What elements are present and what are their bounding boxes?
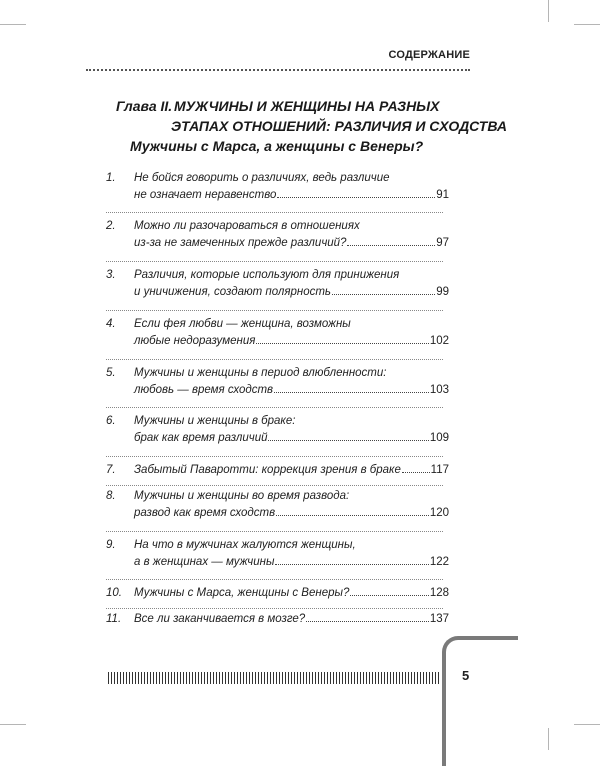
toc-separator bbox=[106, 531, 443, 532]
dot-leader bbox=[256, 343, 428, 344]
toc-entry-text: Мужчины с Марса, женщины с Венеры? bbox=[134, 587, 350, 599]
chapter-title-line1: МУЖЧИНЫ И ЖЕНЩИНЫ НА РАЗНЫХ bbox=[174, 98, 440, 114]
toc-entry-page: 102 bbox=[429, 335, 449, 347]
toc-entry-line2 bbox=[134, 237, 449, 254]
toc-separator bbox=[106, 608, 443, 609]
toc-entry-number: 9. bbox=[106, 539, 116, 551]
toc-entry-line2 bbox=[134, 556, 449, 573]
crop-mark bbox=[574, 24, 600, 25]
toc-entry-line1 bbox=[134, 539, 449, 556]
toc-entry-number: 2. bbox=[106, 220, 116, 232]
toc-entry-page: 91 bbox=[436, 189, 449, 201]
dot-leader bbox=[332, 294, 435, 295]
dot-leader bbox=[275, 564, 428, 565]
toc-entry-page: 120 bbox=[429, 507, 449, 519]
crop-mark bbox=[0, 724, 26, 725]
toc-separator bbox=[106, 485, 443, 486]
toc-entry-line2 bbox=[134, 189, 449, 206]
toc-entry-number: 5. bbox=[106, 367, 116, 379]
toc-separator bbox=[106, 456, 443, 457]
toc-entry-line1 bbox=[134, 415, 449, 432]
toc-entry-page: 137 bbox=[429, 613, 449, 625]
toc-entry-text: Не бойся говорить о различиях, ведь различие bbox=[134, 172, 390, 184]
toc-entry-number: 7. bbox=[106, 464, 116, 476]
crop-mark bbox=[0, 24, 26, 25]
toc-entry-text: любые недоразумения bbox=[134, 335, 256, 347]
page-number-frame bbox=[442, 636, 518, 766]
toc-entry-line1 bbox=[134, 490, 449, 507]
toc-entry-line2 bbox=[134, 432, 449, 449]
toc-entry-number: 3. bbox=[106, 269, 116, 281]
toc-entry-page: 128 bbox=[429, 587, 449, 599]
dot-leader bbox=[277, 197, 435, 198]
toc-entry-line2 bbox=[134, 384, 449, 401]
crop-mark bbox=[574, 724, 600, 725]
dot-leader bbox=[268, 440, 428, 441]
section-subtitle: Мужчины с Марса, а женщины с Венеры? bbox=[130, 138, 424, 154]
toc-entry-line1 bbox=[134, 172, 449, 189]
toc-entry-number: 8. bbox=[106, 490, 116, 502]
toc-entry-line1 bbox=[134, 318, 449, 335]
toc-entry-line2 bbox=[134, 286, 449, 303]
toc-separator bbox=[106, 310, 443, 311]
toc-entry-number: 6. bbox=[106, 415, 116, 427]
toc-entry-line1 bbox=[134, 220, 449, 237]
toc-entry-number: 11. bbox=[106, 613, 122, 625]
toc-entry-text: Мужчины и женщины в период влюбленности: bbox=[134, 367, 387, 379]
toc-entry-number: 4. bbox=[106, 318, 116, 330]
crop-mark bbox=[548, 728, 549, 750]
toc-entry-page: 109 bbox=[429, 432, 449, 444]
toc-entry-text: Если фея любви — женщина, возможны bbox=[134, 318, 351, 330]
toc-separator bbox=[106, 261, 443, 262]
toc-entry-text: из-за не замеченных прежде различий? bbox=[134, 237, 347, 249]
toc-entry-line2 bbox=[134, 335, 449, 352]
toc-entry-text: Забытый Паваротти: коррекция зрения в браке bbox=[134, 464, 401, 476]
running-header bbox=[86, 49, 470, 71]
toc-separator bbox=[106, 212, 443, 213]
toc-entry-text: На что в мужчинах жалуются женщины, bbox=[134, 539, 356, 551]
dot-leader bbox=[276, 515, 429, 516]
toc-entry-line1 bbox=[134, 367, 449, 384]
toc-entry-text: не означает неравенство bbox=[134, 189, 277, 201]
dot-leader bbox=[350, 595, 428, 596]
toc-entry-text: развод как время сходств bbox=[134, 507, 276, 519]
toc-entry-page: 117 bbox=[430, 464, 449, 476]
toc-entry-page: 99 bbox=[436, 286, 449, 298]
toc-entry-line1 bbox=[134, 269, 449, 286]
dot-leader bbox=[274, 392, 429, 393]
dot-leader bbox=[306, 621, 429, 622]
toc-entry-number: 1. bbox=[106, 172, 116, 184]
crop-mark bbox=[548, 0, 549, 22]
chapter-title-line2: ЭТАПАХ ОТНОШЕНИЙ: РАЗЛИЧИЯ И СХОДСТВА bbox=[171, 118, 507, 134]
toc-entry-text: Различия, которые используют для принижения bbox=[134, 269, 400, 281]
chapter-number: Глава II. bbox=[116, 98, 173, 114]
toc-entry-text: и уничижения, создают полярность bbox=[134, 286, 331, 298]
section-title: СОДЕРЖАНИЕ bbox=[388, 49, 470, 61]
toc-entry-text: Мужчины и женщины во время развода: bbox=[134, 490, 350, 502]
toc-entry-number: 10. bbox=[106, 587, 122, 599]
toc-entry-line2 bbox=[134, 507, 449, 524]
toc-entry-text: Все ли заканчивается в мозге? bbox=[134, 613, 306, 625]
toc-entry-line1 bbox=[134, 613, 449, 630]
toc-entry-line1 bbox=[134, 587, 449, 604]
toc-entry-text: любовь — время сходств bbox=[134, 384, 274, 396]
footer-barcode-strip bbox=[108, 672, 440, 684]
toc-entry-text: брак как время различий bbox=[134, 432, 268, 444]
toc-entry-text: а в женщинах — мужчины bbox=[134, 556, 275, 568]
toc-separator bbox=[106, 579, 443, 580]
toc-entry-text: Мужчины и женщины в браке: bbox=[134, 415, 296, 427]
dot-leader bbox=[402, 472, 430, 473]
dot-leader bbox=[347, 245, 435, 246]
toc-entry-text: Можно ли разочароваться в отношениях bbox=[134, 220, 360, 232]
toc-entry-page: 122 bbox=[429, 556, 449, 568]
toc-separator bbox=[106, 407, 443, 408]
toc-entry-page: 97 bbox=[436, 237, 449, 249]
toc-entry-page: 103 bbox=[429, 384, 449, 396]
toc-entry-line1 bbox=[134, 464, 449, 481]
page-number: 5 bbox=[462, 668, 470, 683]
toc-separator bbox=[106, 359, 443, 360]
